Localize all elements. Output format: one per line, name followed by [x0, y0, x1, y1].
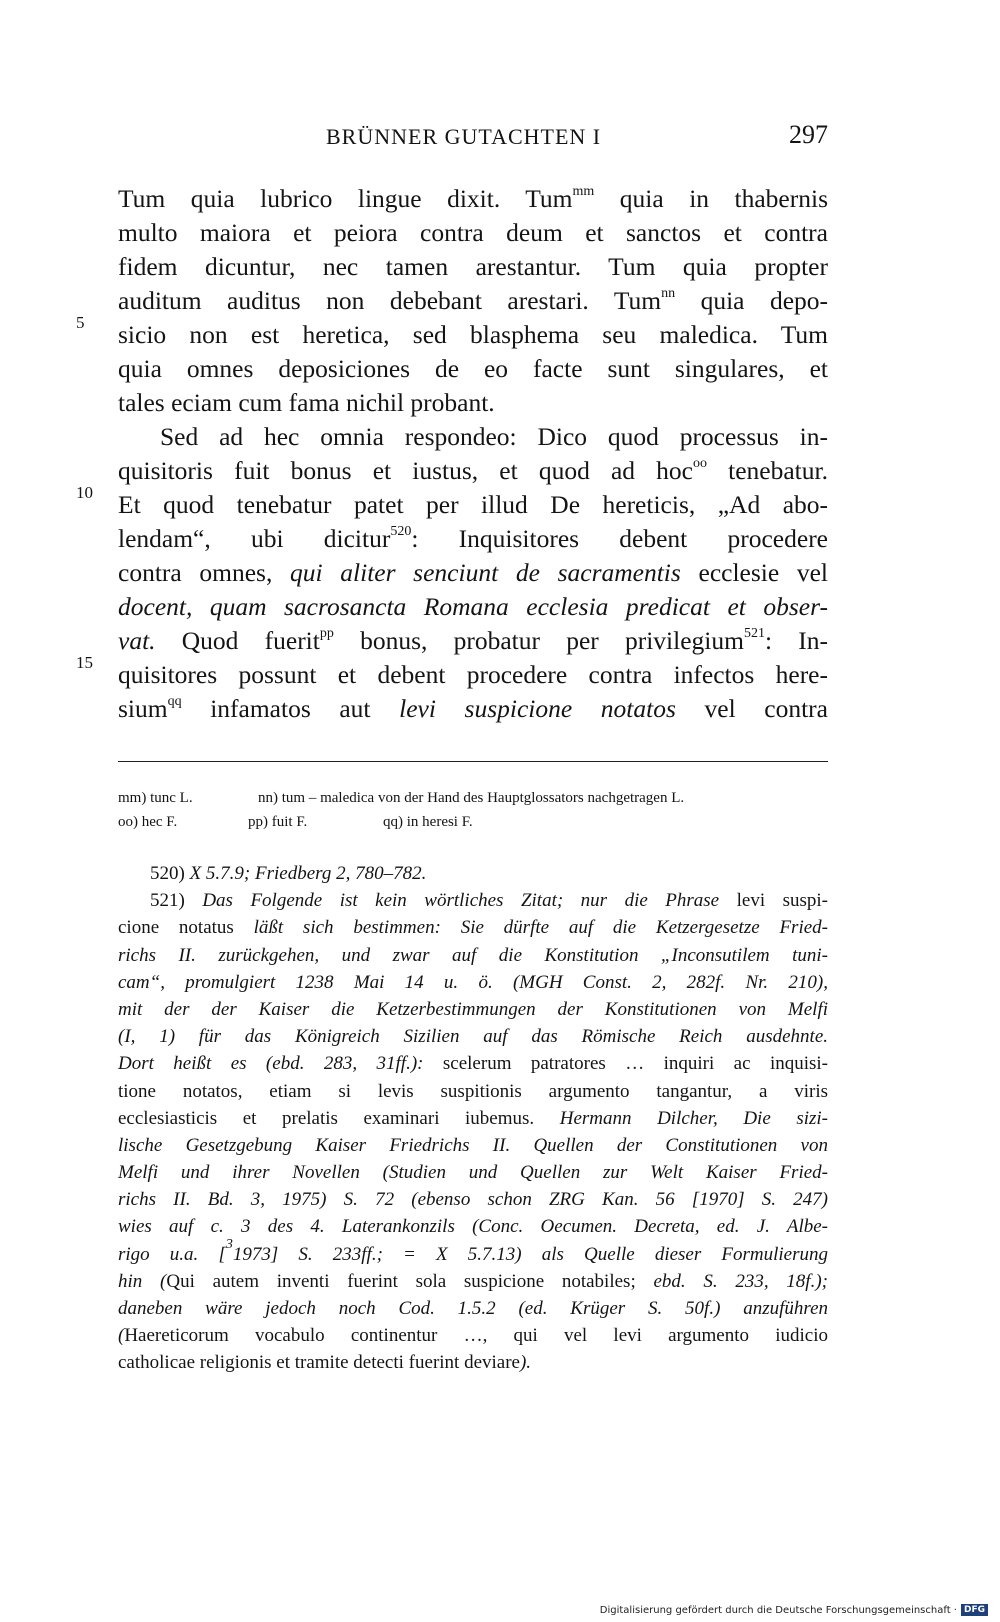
footnote-rule	[118, 761, 828, 762]
text-line: fidem dicuntur, nec tamen arestantur. Tum quia propter	[118, 252, 828, 281]
critical-apparatus	[118, 786, 828, 834]
footnote-line: ecclesiasticis et prelatis examinari iubemus. Hermann Dilcher, Die sizi-	[118, 1107, 828, 1129]
funding-footer	[600, 1604, 988, 1616]
page-number: 297	[789, 120, 828, 149]
footnote-line: richs II. Bd. 3, 1975) S. 72 (ebenso schon ZRG Kan. 56 [1970] S. 247)	[118, 1189, 828, 1211]
text-line: auditum auditus non debebant arestari. Tum$^{nn}$ quia depo-	[118, 286, 828, 315]
text-line: Sed ad hec omnia respondeo: Dico quod processus in-	[160, 422, 828, 451]
footnote-521: 521) Das Folgende ist kein wörtliches Zitat; nur die Phrase levi suspi-	[150, 890, 828, 912]
footnote-line: cione notatus läßt sich bestimmen: Sie dürfte auf die Ketzergesetze Fried-	[118, 917, 828, 939]
text-line: contra omnes, qui aliter senciunt de sacramentis ecclesie vel	[118, 558, 829, 587]
funding-text: Digitalisierung gefördert durch die Deutsche Forschungsgemeinschaft ·	[599, 1605, 957, 1616]
footnote-line: wies auf c. 3 des 4. Laterankonzils (Conc. Oecumen. Decreta, ed. J. Albe-	[118, 1216, 828, 1238]
line-number-5: 5	[76, 313, 85, 332]
line-number-15: 15	[76, 653, 93, 672]
apparatus-note: pp) fuit F.	[248, 814, 308, 830]
text-line: sicio non est heretica, sed blasphema seu maledica. Tum	[118, 320, 828, 349]
line-number-10: 10	[76, 483, 93, 502]
text-line: tales eciam cum fama nichil probant.	[118, 388, 495, 417]
footnote-line: Dort heißt es (ebd. 283, 31ff.): scelerum patratores … inquiri ac inquisi-	[118, 1053, 829, 1075]
running-header	[118, 120, 828, 160]
text-line: quisitoris fuit bonus et iustus, et quod ad hoc$^{oo}$ tenebatur.	[118, 456, 828, 485]
footnote-line: tione notatos, etiam si levis suspitionis argumento tangantur, a viris	[118, 1080, 828, 1102]
footnote-line: hin (Qui autem inventi fuerint sola suspicione notabiles; ebd. S. 233, 18f.);	[118, 1270, 828, 1292]
main-text	[118, 182, 828, 726]
text-line: Et quod tenebatur patet per illud De hereticis, „Ad abo-	[118, 490, 828, 519]
footnote-line: (Haereticorum vocabulo continentur …, qui vel levi argumento iudicio	[118, 1325, 828, 1347]
text-line: multo maiora et peiora contra deum et sanctos et contra	[118, 218, 828, 247]
footnote-line: catholicae religionis et tramite detecti fuerint deviare).	[118, 1352, 532, 1374]
footnote-520: 520) X 5.7.9; Friedberg 2, 780–782.	[150, 863, 427, 884]
text-line: quia omnes deposiciones de eo facte sunt singulares, et	[118, 354, 828, 383]
text-line: vat. Quod fuerit$^{pp}$ bonus, probatur per privilegium$^{521}$: In-	[118, 626, 829, 655]
footnote-line: richs II. zurückgehen, und zwar auf die Konstitution „Inconsutilem tuni-	[118, 944, 828, 966]
footnote-line: cam“, promulgiert 1238 Mai 14 u. ö. (MGH Const. 2, 282f. Nr. 210),	[118, 971, 828, 993]
running-title: BRÜNNER GUTACHTEN I	[326, 124, 602, 149]
text-line: sium$^{qq}$ infamatos aut levi suspicione notatos vel contra	[118, 694, 828, 723]
text-line: Tum quia lubrico lingue dixit. Tum$^{mm}$ quia in thabernis	[118, 184, 828, 213]
footnotes	[118, 860, 828, 1377]
apparatus-note: mm) tunc L.	[118, 790, 193, 806]
text-line: docent, quam sacrosancta Romana ecclesia predicat et obser-	[118, 592, 828, 621]
footnote-line: Melfi und ihrer Novellen (Studien und Quellen zur Welt Kaiser Fried-	[118, 1162, 828, 1184]
footnote-line: daneben wäre jedoch noch Cod. 1.5.2 (ed. Krüger S. 50f.) anzuführen	[118, 1298, 828, 1319]
apparatus-note: oo) hec F.	[118, 814, 178, 830]
apparatus-note: nn) tum – maledica von der Hand des Hauptglossators nachgetragen L.	[258, 790, 685, 806]
footnote-line: lische Gesetzgebung Kaiser Friedrichs II. Quellen der Constitutionen von	[118, 1134, 828, 1156]
dfg-logo: DFG	[961, 1604, 988, 1616]
footnote-line: rigo u.a. [$^3$1973] S. 233ff.; = X 5.7.13) als Quelle dieser Formulierung	[118, 1236, 829, 1265]
apparatus-note: qq) in heresi F.	[383, 814, 473, 830]
text-line: quisitores possunt et debent procedere contra infectos here-	[118, 660, 828, 689]
footnote-line: mit der der Kaiser die Ketzerbestimmungen der Konstitutionen von Melfi	[118, 998, 828, 1020]
text-line: lendam“, ubi dicitur$^{520}$: Inquisitores debent procedere	[118, 524, 828, 553]
footnote-line: (I, 1) für das Königreich Sizilien auf das Römische Reich ausdehnte.	[118, 1026, 828, 1048]
